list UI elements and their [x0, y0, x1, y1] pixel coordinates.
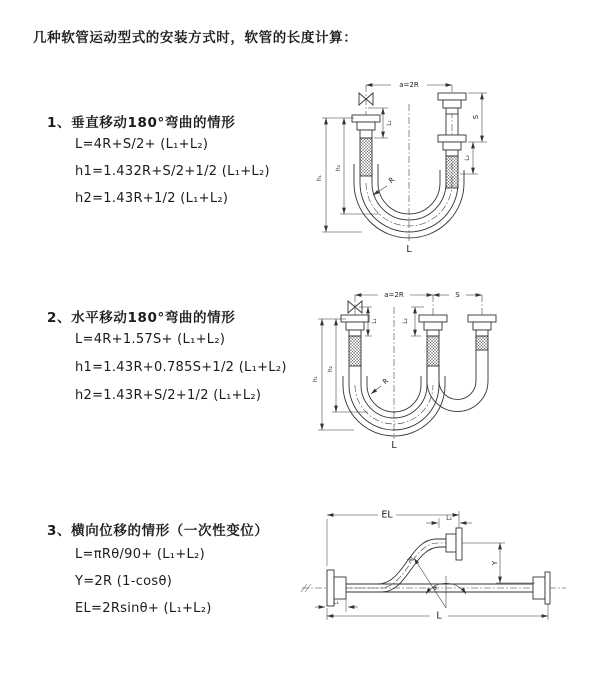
- dim-label-length: L: [406, 244, 412, 255]
- braided-hose-section: [427, 336, 439, 366]
- dim-label-length: L: [391, 440, 397, 450]
- braided-hose-section: [360, 138, 372, 176]
- flange: [352, 115, 380, 122]
- braided-hose-section: [476, 336, 488, 350]
- section-2-formula-h2: h2=1.43R+S/2+1/2 (L₁+L₂): [75, 388, 262, 403]
- section-1-formula-h1: h1=1.432R+S/2+1/2 (L₁+L₂): [75, 164, 270, 179]
- page-title: 几种软管运动型式的安装方式时，软管的长度计算：: [33, 30, 358, 46]
- section-1-formula-L: L=4R+S/2+ (L₁+L₂): [75, 137, 209, 152]
- dim-label-h2: h₂: [328, 366, 334, 372]
- dim-label-y: Y: [491, 560, 499, 566]
- section-3-formula-EL: EL=2Rsinθ+ (L₁+L₂): [75, 601, 212, 616]
- flange-body: [346, 322, 364, 330]
- pipe-centerlines: [355, 295, 482, 337]
- dim-label-a2r: a=2R: [384, 291, 404, 299]
- flange-body: [443, 142, 461, 150]
- flange-body: [443, 100, 461, 108]
- dim-label-h1: h₁: [313, 376, 319, 382]
- flange: [438, 135, 466, 142]
- dim-label-el: EL: [381, 509, 393, 521]
- dim-label-radius: R: [381, 376, 391, 387]
- section-3-formula-L: L=πRθ/90+ (L₁+L₂): [75, 547, 205, 562]
- flange-hub: [446, 534, 456, 552]
- dim-label-l1: L₁: [372, 318, 378, 324]
- dim-label-s: S: [472, 114, 480, 120]
- flange-neck: [349, 330, 361, 336]
- section-3-heading: 3、横向位移的情形（一次性变位）: [47, 523, 269, 539]
- dim-label-l2: L₂: [465, 155, 471, 161]
- dim-label-h2: h₂: [336, 165, 342, 171]
- flange-neck: [446, 108, 458, 114]
- dim-label-a2r: a=2R: [399, 81, 419, 89]
- section-3-formula-Y: Y=2R (1-cosθ): [75, 574, 173, 589]
- dim-label-l1: L₁: [333, 600, 339, 606]
- extension-lines: [460, 93, 487, 174]
- dim-label-h1: h₁: [317, 175, 323, 181]
- radius-line: [414, 558, 446, 608]
- section-1-formula-h2: h2=1.43R+1/2 (L₁+L₂): [75, 191, 229, 206]
- flange: [438, 93, 466, 100]
- hose-s-curve-upper-wall: [346, 539, 446, 584]
- diagram-horizontal-180-bend: [306, 281, 530, 450]
- dim-label-radius: R: [404, 555, 415, 565]
- flange-neck: [427, 330, 439, 336]
- section-1-heading: 1、垂直移动180°弯曲的情形: [47, 115, 236, 131]
- flange: [341, 315, 369, 322]
- dim-label-l2: L₂: [403, 318, 409, 324]
- flange-neck: [446, 150, 458, 156]
- flange: [419, 315, 447, 322]
- flange-hub: [533, 577, 545, 599]
- flange-body: [473, 322, 491, 330]
- flange: [468, 315, 496, 322]
- hose-s-curve-lower-wall: [346, 547, 446, 592]
- dim-label-s: S: [455, 291, 460, 299]
- flange-body: [357, 122, 375, 130]
- dim-label-l: L: [436, 610, 442, 622]
- flange-body: [424, 322, 442, 330]
- dim-label-l1: L₁: [387, 120, 393, 126]
- flange-neck: [360, 130, 372, 138]
- flange-hub: [334, 577, 346, 599]
- hose-s-curve-centerline: [346, 543, 446, 588]
- section-2-heading: 2、水平移动180°弯曲的情形: [47, 310, 236, 326]
- section-2-formula-h1: h1=1.43R+0.785S+1/2 (L₁+L₂): [75, 360, 287, 375]
- radius-leader: [371, 386, 381, 394]
- diagram-lateral-displacement: [298, 498, 600, 645]
- flange-plate: [545, 572, 550, 604]
- section-2-formula-L: L=4R+1.57S+ (L₁+L₂): [75, 332, 226, 347]
- dim-label-theta: θ: [433, 586, 437, 592]
- dim-label-l2: L₂: [446, 516, 452, 522]
- braided-hose-section: [349, 336, 361, 366]
- flange-plate: [456, 528, 462, 560]
- flange-neck: [476, 330, 488, 336]
- diagram-vertical-180-bend: [306, 66, 545, 258]
- dim-label-radius: R: [387, 175, 397, 186]
